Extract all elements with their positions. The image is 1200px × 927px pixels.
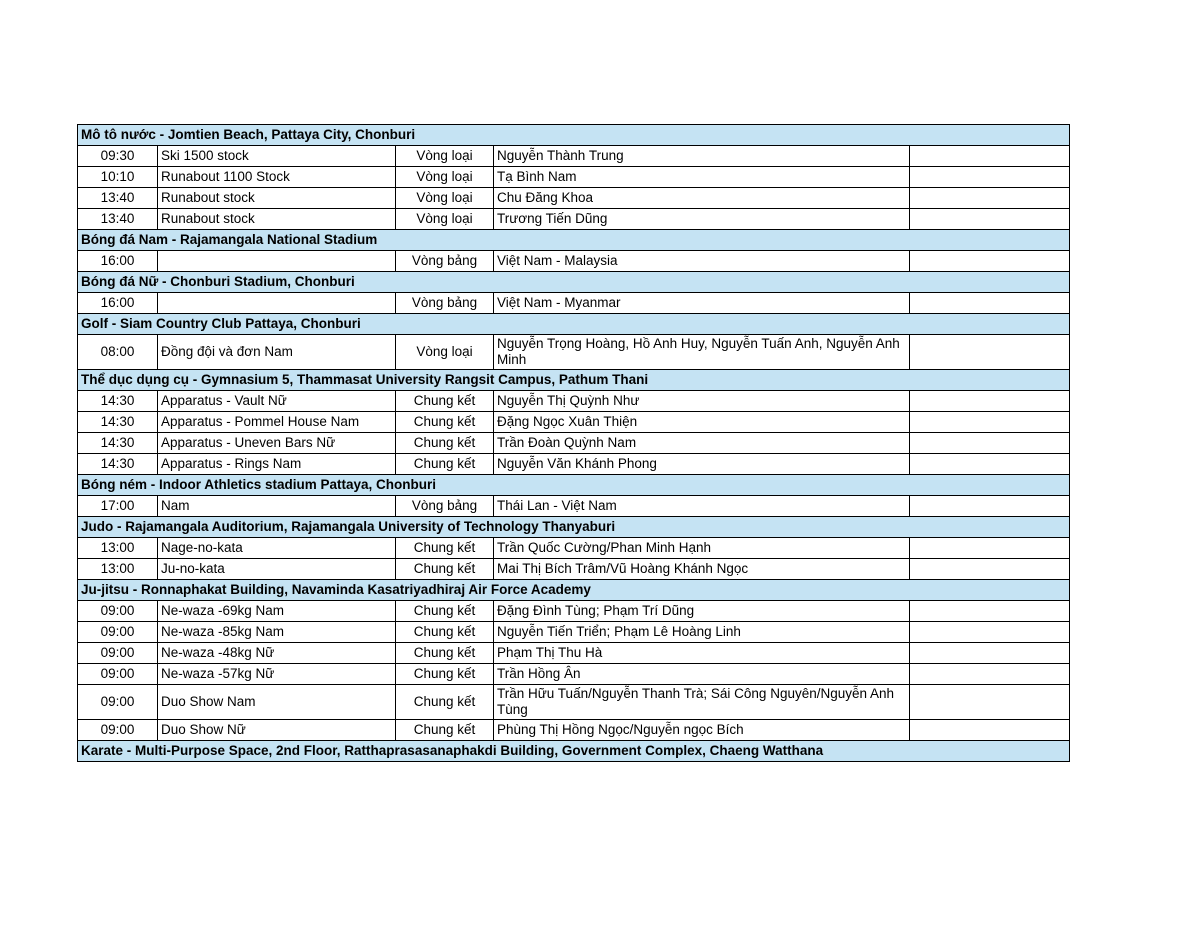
event-cell: Ne-waza -48kg Nữ (158, 643, 396, 664)
table-row (78, 335, 1070, 370)
round-cell: Chung kết (396, 720, 494, 741)
table-row (78, 685, 1070, 720)
section-header-row (78, 125, 1070, 146)
event-cell: Ju-no-kata (158, 559, 396, 580)
athletes-cell: Trương Tiến Dũng (494, 209, 910, 230)
note-cell (910, 293, 1070, 314)
event-cell: Runabout 1100 Stock (158, 167, 396, 188)
round-cell: Chung kết (396, 685, 494, 720)
athletes-cell: Nguyễn Trọng Hoàng, Hồ Anh Huy, Nguyễn Tuấn Anh, Nguyễn Anh Minh (494, 335, 910, 370)
athletes-cell: Mai Thị Bích Trâm/Vũ Hoàng Khánh Ngọc (494, 559, 910, 580)
event-cell: Apparatus - Rings Nam (158, 454, 396, 475)
time-cell: 16:00 (78, 251, 158, 272)
table-row (78, 412, 1070, 433)
event-cell: Apparatus - Uneven Bars Nữ (158, 433, 396, 454)
athletes-cell: Nguyễn Thành Trung (494, 146, 910, 167)
note-cell (910, 209, 1070, 230)
table-row (78, 643, 1070, 664)
round-cell: Vòng bảng (396, 293, 494, 314)
round-cell: Vòng loại (396, 335, 494, 370)
table-row (78, 664, 1070, 685)
time-cell: 17:00 (78, 496, 158, 517)
event-cell: Runabout stock (158, 188, 396, 209)
table-row (78, 496, 1070, 517)
time-cell: 09:00 (78, 643, 158, 664)
time-cell: 09:30 (78, 146, 158, 167)
round-cell: Chung kết (396, 454, 494, 475)
event-cell: Duo Show Nam (158, 685, 396, 720)
time-cell: 09:00 (78, 622, 158, 643)
note-cell (910, 720, 1070, 741)
time-cell: 09:00 (78, 685, 158, 720)
event-cell (158, 251, 396, 272)
note-cell (910, 188, 1070, 209)
section-header: Bóng đá Nam - Rajamangala National Stadium (78, 230, 1070, 251)
table-row (78, 188, 1070, 209)
table-row (78, 146, 1070, 167)
table-row (78, 538, 1070, 559)
table-row (78, 209, 1070, 230)
time-cell: 09:00 (78, 664, 158, 685)
note-cell (910, 412, 1070, 433)
section-header: Bóng đá Nữ - Chonburi Stadium, Chonburi (78, 272, 1070, 293)
round-cell: Chung kết (396, 643, 494, 664)
round-cell: Chung kết (396, 412, 494, 433)
table-row (78, 622, 1070, 643)
table-row (78, 601, 1070, 622)
time-cell: 14:30 (78, 454, 158, 475)
time-cell: 10:10 (78, 167, 158, 188)
round-cell: Chung kết (396, 391, 494, 412)
athletes-cell: Đặng Ngọc Xuân Thiện (494, 412, 910, 433)
round-cell: Vòng loại (396, 146, 494, 167)
section-header-row (78, 580, 1070, 601)
time-cell: 13:00 (78, 559, 158, 580)
round-cell: Chung kết (396, 433, 494, 454)
event-cell: Nam (158, 496, 396, 517)
time-cell: 16:00 (78, 293, 158, 314)
note-cell (910, 146, 1070, 167)
note-cell (910, 335, 1070, 370)
time-cell: 09:00 (78, 601, 158, 622)
athletes-cell: Đặng Đình Tùng; Phạm Trí Dũng (494, 601, 910, 622)
table-row (78, 251, 1070, 272)
event-cell: Nage-no-kata (158, 538, 396, 559)
event-cell: Ne-waza -69kg Nam (158, 601, 396, 622)
section-header: Bóng ném - Indoor Athletics stadium Pattaya, Chonburi (78, 475, 1070, 496)
athletes-cell: Thái Lan - Việt Nam (494, 496, 910, 517)
note-cell (910, 685, 1070, 720)
event-cell: Đồng đội và đơn Nam (158, 335, 396, 370)
table-row (78, 720, 1070, 741)
time-cell: 14:30 (78, 391, 158, 412)
time-cell: 13:00 (78, 538, 158, 559)
note-cell (910, 251, 1070, 272)
note-cell (910, 601, 1070, 622)
event-cell: Ne-waza -85kg Nam (158, 622, 396, 643)
table-row (78, 167, 1070, 188)
table-row (78, 433, 1070, 454)
section-header: Karate - Multi-Purpose Space, 2nd Floor, Ratthaprasasanaphakdi Building, Government Complex, Chaeng Watthana (78, 741, 1070, 762)
note-cell (910, 433, 1070, 454)
athletes-cell: Trần Đoàn Quỳnh Nam (494, 433, 910, 454)
round-cell: Vòng loại (396, 188, 494, 209)
note-cell (910, 454, 1070, 475)
round-cell: Vòng bảng (396, 251, 494, 272)
athletes-cell: Trần Hồng Ân (494, 664, 910, 685)
note-cell (910, 167, 1070, 188)
round-cell: Vòng loại (396, 209, 494, 230)
section-header: Judo - Rajamangala Auditorium, Rajamangala University of Technology Thanyaburi (78, 517, 1070, 538)
note-cell (910, 538, 1070, 559)
round-cell: Vòng bảng (396, 496, 494, 517)
event-cell (158, 293, 396, 314)
section-header: Ju-jitsu - Ronnaphakat Building, Navaminda Kasatriyadhiraj Air Force Academy (78, 580, 1070, 601)
athletes-cell: Chu Đăng Khoa (494, 188, 910, 209)
time-cell: 13:40 (78, 209, 158, 230)
time-cell: 09:00 (78, 720, 158, 741)
section-header: Golf - Siam Country Club Pattaya, Chonburi (78, 314, 1070, 335)
note-cell (910, 664, 1070, 685)
table-row (78, 454, 1070, 475)
event-cell: Apparatus - Vault Nữ (158, 391, 396, 412)
round-cell: Chung kết (396, 538, 494, 559)
event-cell: Duo Show Nữ (158, 720, 396, 741)
athletes-cell: Nguyễn Tiến Triển; Phạm Lê Hoàng Linh (494, 622, 910, 643)
event-cell: Ski 1500 stock (158, 146, 396, 167)
note-cell (910, 622, 1070, 643)
round-cell: Chung kết (396, 664, 494, 685)
table-row (78, 391, 1070, 412)
round-cell: Chung kết (396, 601, 494, 622)
athletes-cell: Tạ Bình Nam (494, 167, 910, 188)
section-header-row (78, 272, 1070, 293)
athletes-cell: Phạm Thị Thu Hà (494, 643, 910, 664)
note-cell (910, 559, 1070, 580)
section-header-row (78, 517, 1070, 538)
section-header: Thể dục dụng cụ - Gymnasium 5, Thammasat University Rangsit Campus, Pathum Thani (78, 370, 1070, 391)
time-cell: 14:30 (78, 433, 158, 454)
section-header-row (78, 370, 1070, 391)
athletes-cell: Phùng Thị Hồng Ngọc/Nguyễn ngọc Bích (494, 720, 910, 741)
table-row (78, 293, 1070, 314)
athletes-cell: Trần Quốc Cường/Phan Minh Hạnh (494, 538, 910, 559)
time-cell: 13:40 (78, 188, 158, 209)
note-cell (910, 643, 1070, 664)
athletes-cell: Nguyễn Văn Khánh Phong (494, 454, 910, 475)
section-header-row (78, 314, 1070, 335)
section-header-row (78, 475, 1070, 496)
time-cell: 14:30 (78, 412, 158, 433)
schedule-table (77, 124, 1070, 762)
athletes-cell: Việt Nam - Myanmar (494, 293, 910, 314)
section-header-row (78, 741, 1070, 762)
section-header: Mô tô nước - Jomtien Beach, Pattaya City, Chonburi (78, 125, 1070, 146)
round-cell: Chung kết (396, 559, 494, 580)
athletes-cell: Nguyễn Thị Quỳnh Như (494, 391, 910, 412)
event-cell: Runabout stock (158, 209, 396, 230)
time-cell: 08:00 (78, 335, 158, 370)
schedule-body (78, 125, 1070, 762)
event-cell: Apparatus - Pommel House Nam (158, 412, 396, 433)
section-header-row (78, 230, 1070, 251)
table-row (78, 559, 1070, 580)
note-cell (910, 391, 1070, 412)
note-cell (910, 496, 1070, 517)
round-cell: Vòng loại (396, 167, 494, 188)
athletes-cell: Việt Nam - Malaysia (494, 251, 910, 272)
round-cell: Chung kết (396, 622, 494, 643)
event-cell: Ne-waza -57kg Nữ (158, 664, 396, 685)
athletes-cell: Trần Hữu Tuấn/Nguyễn Thanh Trà; Sái Công Nguyên/Nguyễn Anh Tùng (494, 685, 910, 720)
